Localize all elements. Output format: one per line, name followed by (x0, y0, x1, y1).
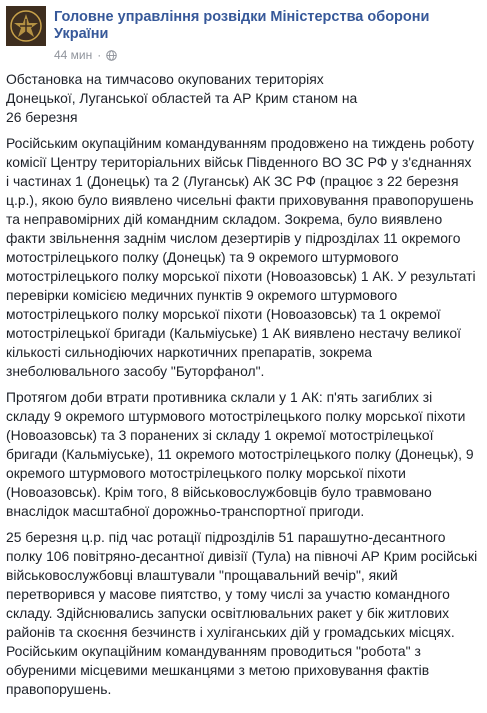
post-paragraph-heading: Обстановка на тимчасово окупованих територіях Донецької, Луганської областей та АР Крим станом на 26 березня (6, 71, 358, 125)
avatar[interactable] (6, 6, 46, 46)
post-timestamp[interactable]: 44 мин (54, 48, 93, 62)
post-paragraph: Протягом доби втрати противника склали у 1 АК: п'ять загиблих зі складу 9 окремого штурмового мотострілецького полку морської піхоти (Новоазовськ) та 3 поранених зі складу 1 окремої мотострілецької бригади (Кальміуське), 11 окремого мотострілецького полку (Донецьк), 9 окремого штурмового мотострілецького полку морської піхоти (Новоазовськ). Крім того, 8 військовослужбовців було травмовано внаслідок масштабної дорожньо-транспортної пригоди. (6, 389, 474, 519)
meta-separator: · (97, 48, 102, 62)
post-paragraph: Російським окупаційним командуванням продовжено на тиждень роботу комісії Центру територіальних військ Південного ВО ЗС РФ у з'єднаннях і частинах 1 (Донецьк) та 2 (Луганськ) АК ЗС РФ (працює з 22 березня ц.р.), якою було виявлено чисельні факти приховування правопорушень та неправомірних дій командним складом. Зокрема, було виявлено факти звільнення заднім числом дезертирів у підрозділах 11 окремого мотострілецького полку (Донецьк) та 9 окремого штурмового мотострілецького полку морської піхоти (Новоазовськ) 1 АК. У результаті перевірки комісією медичних пунктів 9 окремого штурмового мотострілецького полку морської піхоти (Новоазовськ) та 1 окремої мотострілецької бригади (Кальміуське) 1 АК виявлено нестачу великої кількості сильнодіючих наркотичних препаратів, зокрема знеболювального засобу "Буторфанол". (6, 135, 476, 379)
post-paragraph: 25 березня ц.р. під час ротації підрозділів 51 парашутно-десантного полку 106 повітряно-десантної дивізії (Тула) на півночі АР Крим російські військовослужбовці влаштували "прощавальний вечір", який перетворився у масове пиятство, у тому числі за участю командного складу. Здійснювались запуски освітлювальних ракет у бік житлових районів та скоєння безчинств і хуліганських дій у громадських місцях. Російським окупаційним командуванням проводиться "робота" з обуреними місцевими мешканцями з метою приховування фактів правопорушень. (6, 529, 478, 697)
post-header (6, 6, 481, 66)
page-name-link[interactable]: Головне управління розвідки Міністерства оборони України (54, 9, 430, 42)
post-meta (54, 48, 117, 62)
post-content (6, 70, 478, 706)
emblem-icon (6, 6, 46, 46)
globe-icon[interactable] (106, 50, 117, 61)
